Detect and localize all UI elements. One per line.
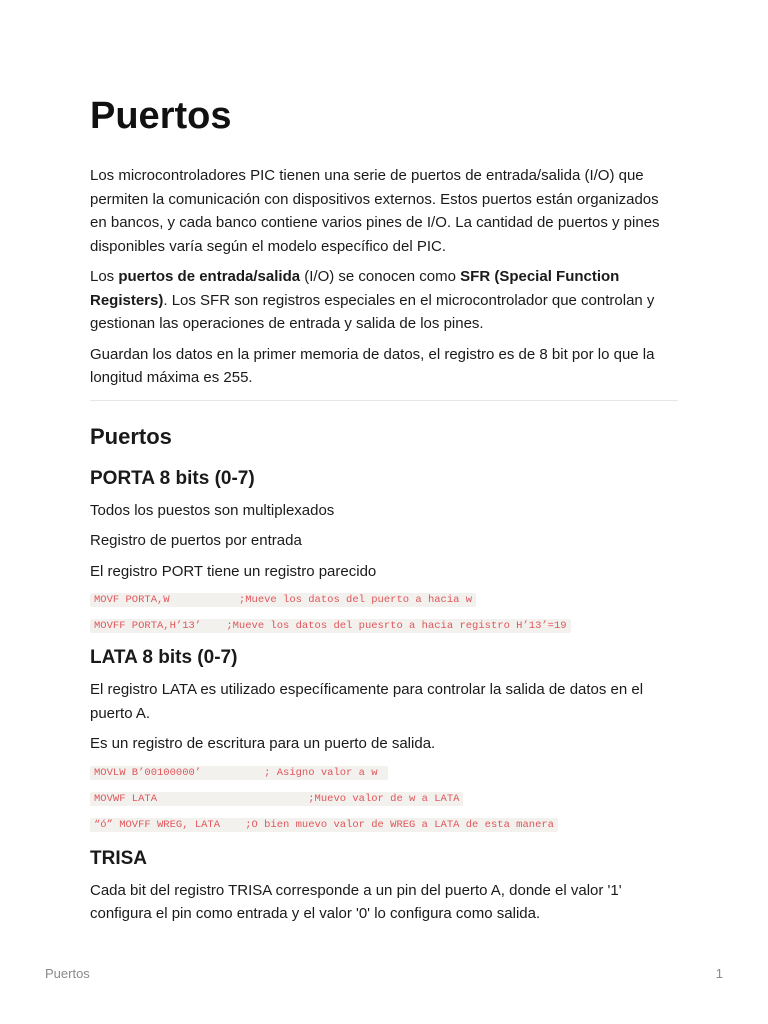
lata-code-line-2 xyxy=(90,789,678,807)
page-title: Puertos xyxy=(90,95,232,137)
section-heading-puertos: Puertos xyxy=(90,423,172,449)
intro-p2-text-c: (I/O) se conocen como xyxy=(300,268,461,285)
intro-paragraph-3: Guardan los datos en la primer memoria de datos, el registro es de 8 bit por lo que la longitud máxima es 255. xyxy=(90,345,655,386)
porta-paragraph-2: Registro de puertos por entrada xyxy=(90,532,302,549)
heading-trisa: TRISA xyxy=(90,847,147,869)
lata-code-line-1 xyxy=(90,763,678,781)
code-snippet: “ó” MOVFF WREG, LATA ;O bien muevo valor de WREG a LATA de esta manera xyxy=(90,818,558,832)
intro-paragraph-2 xyxy=(90,265,678,336)
code-snippet: MOVF PORTA,W ;Mueve los datos del puerto a hacia w xyxy=(90,593,476,607)
lata-paragraph-2: Es un registro de escritura para un puerto de salida. xyxy=(90,735,436,752)
lata-paragraph-1: El registro LATA es utilizado específicamente para controlar la salida de datos en el puerto A. xyxy=(90,681,644,722)
porta-code-line-2 xyxy=(90,616,678,634)
intro-p2-text-a: Los xyxy=(90,268,119,285)
porta-code-line-1 xyxy=(90,590,678,608)
code-snippet: MOVFF PORTA,H’13’ ;Mueve los datos del puesrto a hacia registro H’13’=19 xyxy=(90,619,571,633)
code-snippet: MOVWF LATA ;Muevo valor de w a LATA xyxy=(90,792,463,806)
trisa-paragraph-1: Cada bit del registro TRISA corresponde a un pin del puerto A, donde el valor '1' configura el pin como entrada y el valor '0' lo configura como salida. xyxy=(90,881,622,922)
page-number: 1 xyxy=(715,966,723,981)
porta-paragraph-3: El registro PORT tiene un registro parecido xyxy=(90,562,377,580)
footer-title: Puertos xyxy=(45,966,90,981)
heading-lata: LATA 8 bits (0-7) xyxy=(90,647,238,668)
document-page xyxy=(90,94,678,933)
intro-p2-bold-io: puertos de entrada/salida xyxy=(118,268,301,285)
heading-porta: PORTA 8 bits (0-7) xyxy=(90,467,255,489)
section-divider xyxy=(90,400,678,401)
intro-p2-text-e: . Los SFR son registros especiales en el microcontrolador que controlan y gestionan las operaciones de entrada y salida de los pines. xyxy=(90,291,655,332)
porta-paragraph-1: Todos los puestos son multiplexados xyxy=(90,501,335,519)
intro-paragraph-1: Los microcontroladores PIC tienen una serie de puertos de entrada/salida (I/O) que permiten la comunicación con dispositivos externos. Estos puertos están organizados en bancos, y cada banco contiene varios pines de I/O. La cantidad de puertos y pines disponibles varía según el modelo específico del PIC. xyxy=(90,167,660,255)
code-snippet: MOVLW B’00100000’ ; Asigno valor a w xyxy=(90,766,388,780)
lata-code-line-3 xyxy=(90,815,678,833)
intro-p2-bold-sfr: SFR (Special Function Registers) xyxy=(90,268,620,309)
